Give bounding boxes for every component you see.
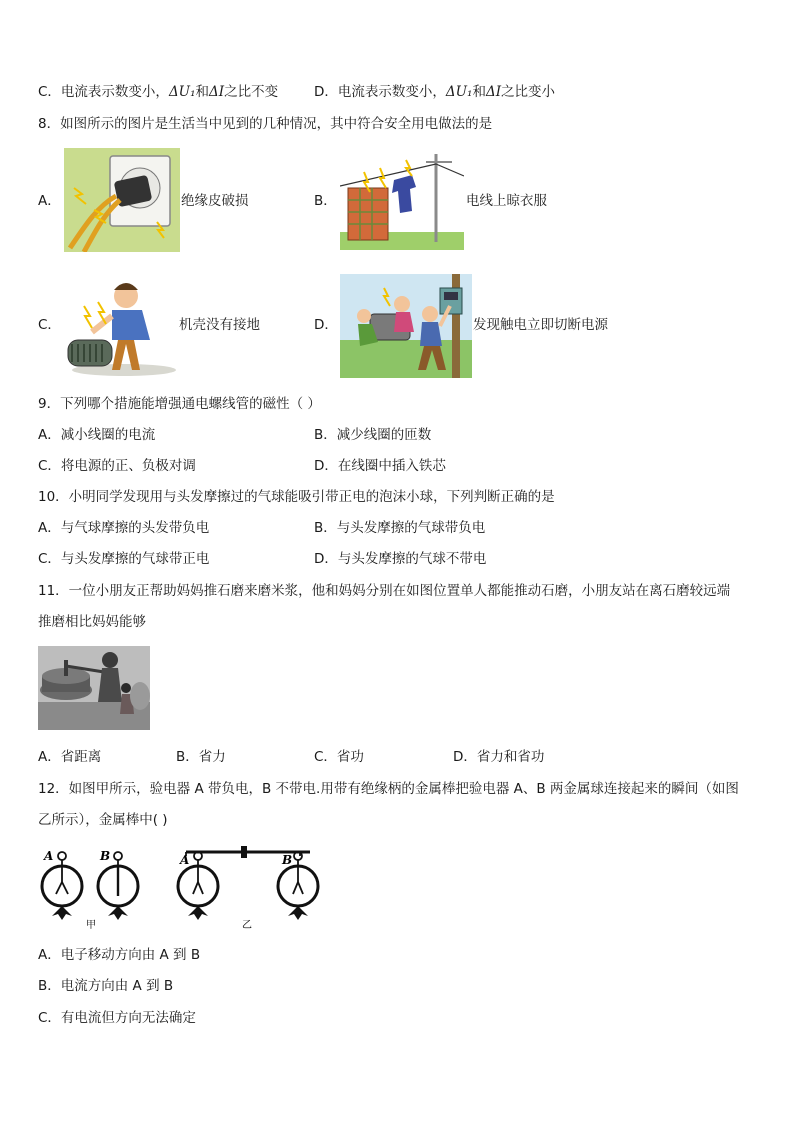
- q12-option-b: B．电流方向由 A 到 B: [38, 978, 174, 994]
- q11-option-c: C．省功: [314, 749, 364, 765]
- q11-stem-line1: 11．一位小朋友正帮助妈妈推石磨来磨米浆，他和妈妈分别在如图位置单人都能推动石磨，小朋友站在离石磨较远端: [38, 583, 731, 599]
- q8-option-b-caption: 电线上晾衣服: [466, 193, 547, 209]
- delta-i-symbol: ΔI: [485, 84, 502, 100]
- q12-option-c: C．有电流但方向无法确定: [38, 1010, 196, 1026]
- q11-option-d: D．省力和省功: [453, 749, 545, 765]
- q10-option-d: D．与头发摩擦的气球不带电: [314, 551, 487, 567]
- q10-option-c: C．与头发摩擦的气球带正电: [38, 551, 210, 567]
- label-jia: 甲: [86, 920, 96, 931]
- q7-option-d: D．电流表示数变小，ΔU₁和ΔI之比变小: [314, 84, 556, 100]
- q10-option-b: B．与头发摩擦的气球带负电: [314, 520, 486, 536]
- label-b-yi: B: [282, 853, 293, 867]
- q9-option-a: A．减小线圈的电流: [38, 427, 156, 443]
- q12-stem-line2: 乙所示），金属棒中( ): [38, 812, 168, 828]
- q8-option-a-caption: 绝缘皮破损: [181, 193, 249, 209]
- q9-option-d: D．在线圈中插入铁芯: [314, 458, 446, 474]
- q12-stem-line1: 12．如图甲所示，验电器 A 带负电，B 不带电.用带有绝缘柄的金属棒把验电器 A、B 两金属球连接起来的瞬间（如图: [38, 781, 739, 797]
- q11-option-b: B．省力: [176, 749, 226, 765]
- label-a-yi: A: [180, 853, 190, 867]
- q12-option-a: A．电子移动方向由 A 到 B: [38, 947, 201, 963]
- label-b-jia: B: [100, 849, 111, 863]
- q9-stem: 9．下列哪个措施能增强通电螺线管的磁性（ ）: [38, 396, 321, 412]
- q8-option-b-letter: B．: [314, 193, 337, 209]
- q8-option-d-caption: 发现触电立即切断电源: [473, 317, 608, 333]
- delta-u1-symbol: ΔU₁: [168, 84, 196, 100]
- q9-option-b: B．减少线圈的匝数: [314, 427, 432, 443]
- clothes-on-power-line-illustration: [340, 150, 464, 250]
- q8-stem: 8．如图所示的图片是生活当中见到的几种情况，其中符合安全用电做法的是: [38, 116, 493, 132]
- electroscope-diagram: [38, 842, 328, 932]
- q8-option-c-letter: C．: [38, 317, 61, 333]
- label-yi: 乙: [242, 920, 252, 931]
- q11-stem-line2: 推磨相比妈妈能够: [38, 614, 146, 630]
- q10-option-a: A．与气球摩擦的头发带负电: [38, 520, 210, 536]
- cut-power-after-shock-illustration: [340, 274, 472, 378]
- label-a-jia: A: [44, 849, 54, 863]
- delta-i-symbol: ΔI: [208, 84, 225, 100]
- unplug-damaged-cord-illustration: [64, 148, 180, 252]
- ungrounded-motor-illustration: [64, 276, 176, 376]
- q11-option-a: A．省距离: [38, 749, 102, 765]
- delta-u1-symbol: ΔU₁: [445, 84, 473, 100]
- q8-option-a-letter: A．: [38, 193, 61, 209]
- q8-option-c-caption: 机壳没有接地: [179, 317, 260, 333]
- q9-option-c: C．将电源的正、负极对调: [38, 458, 196, 474]
- q10-stem: 10．小明同学发现用与头发摩擦过的气球能吸引带正电的泡沫小球，下列判断正确的是: [38, 489, 555, 505]
- q7-option-c: C．电流表示数变小，ΔU₁和ΔI之比不变: [38, 84, 279, 100]
- q8-option-d-letter: D．: [314, 317, 338, 333]
- stone-mill-photo: [38, 646, 150, 730]
